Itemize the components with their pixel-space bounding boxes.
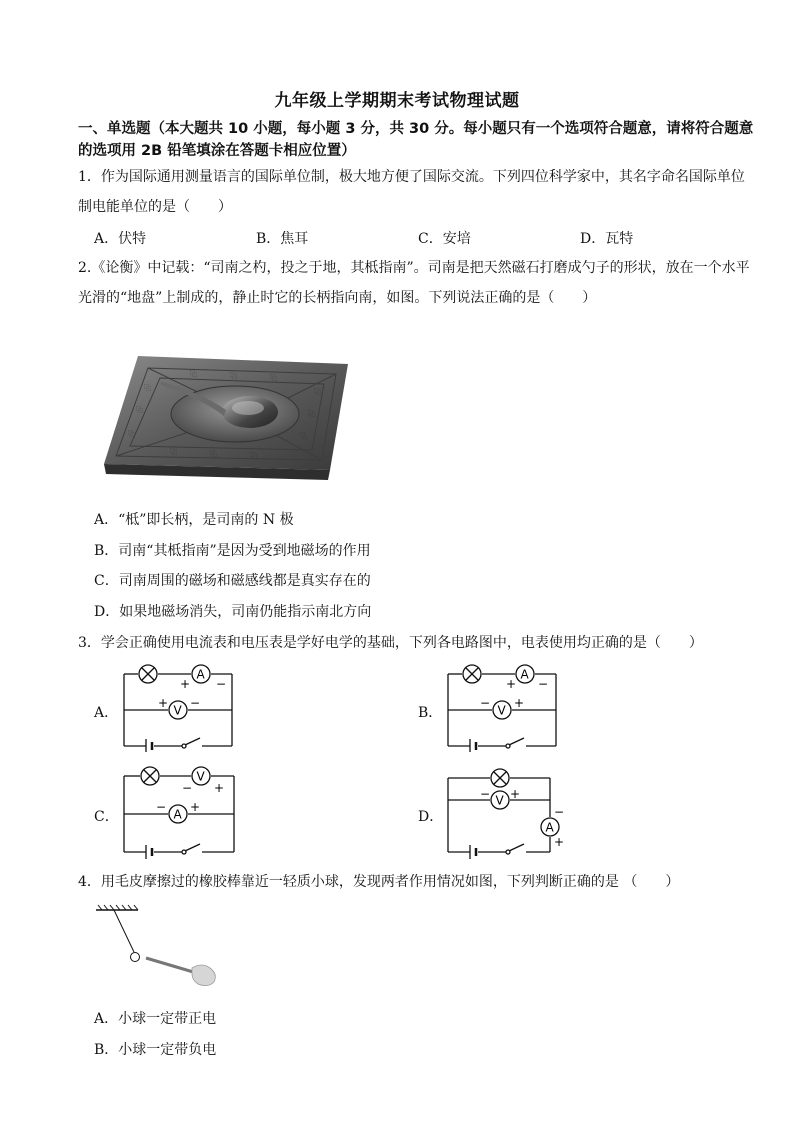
q3-label-b: B． [418,705,443,721]
svg-text:+: + [190,800,201,814]
svg-text:+: + [180,677,191,691]
svg-text:+: + [510,787,521,801]
q4-option-b: B．小球一定带负电 [94,1042,217,1058]
svg-text:−: − [538,677,549,691]
svg-text:−: − [190,696,201,710]
question-3-stem: 3．学会正确使用电流表和电压表是学好电学的基础，下列各电路图中，电表使用均正确的是（ ） [78,635,703,651]
circuit-diagram-d [442,764,566,860]
page-title: 九年级上学期期末考试物理试题 [274,91,520,111]
q1-option-b: B．焦耳 [256,231,309,247]
circuit-diagram-b [442,662,562,752]
svg-text:⿻: ⿻ [144,384,151,392]
svg-text:V: V [497,703,506,718]
svg-text:+: + [506,677,517,691]
pendulum-ball-rod-image [94,904,224,992]
svg-text:⿻: ⿻ [210,450,217,458]
svg-text:⿻: ⿻ [170,448,177,456]
q4-option-a: A．小球一定带正电 [94,1011,217,1027]
svg-text:⿻: ⿻ [136,406,143,414]
svg-text:A: A [520,667,529,682]
svg-text:⿻: ⿻ [314,388,321,396]
svg-text:⿻: ⿻ [250,452,257,460]
svg-text:−: − [480,696,491,710]
question-1-stem: 1．作为国际通用测量语言的国际单位制，极大地方便了国际交流。下列四位科学家中，其名字命名国际单位制电能单位的是（ ） [78,169,745,215]
q1-option-d: D．瓦特 [580,231,634,247]
svg-text:−: − [156,800,167,814]
question-4-stem: 4．用毛皮摩擦过的橡胶棒靠近一轻质小球，发现两者作用情况如图，下列判断正确的是 （ ） [78,874,680,890]
q3-label-d: D． [418,809,444,825]
svg-text:−: − [480,787,491,801]
svg-text:+: + [214,781,225,795]
q3-label-a: A． [94,705,119,721]
svg-text:⿻: ⿻ [270,374,277,382]
section-heading: 一、单选题（本大题共 10 小题，每小题 3 分，共 30 分。每小题只有一个选项符合题意，请将符合题意的选项用 2B 铅笔填涂在答题卡相应位置） [78,121,754,159]
svg-text:+: + [514,696,525,710]
svg-text:⿻: ⿻ [308,410,315,418]
circuit-diagram-a [118,662,238,752]
circuit-diagram-c [118,764,240,860]
svg-text:+: + [554,835,565,849]
q2-option-c: C．司南周围的磁场和磁感线都是真实存在的 [94,573,371,589]
q2-option-b: B．司南“其柢指南”是因为受到地磁场的作用 [94,543,371,559]
voltmeter-symbol: V [173,703,182,718]
q1-option-a: A．伏特 [94,231,147,247]
q3-label-c: C． [94,809,119,825]
svg-text:V: V [495,793,504,808]
q1-option-c: C．安培 [418,231,471,247]
svg-text:−: − [554,805,565,819]
svg-text:−: − [182,781,193,795]
svg-text:⿻: ⿻ [230,372,237,380]
svg-text:+: + [158,696,169,710]
svg-text:−: − [216,677,227,691]
q2-option-d: D．如果地磁场消失，司南仍能指示南北方向 [94,604,372,620]
svg-text:⿻: ⿻ [128,430,135,438]
svg-text:A: A [173,807,182,822]
ammeter-symbol: A [196,667,205,682]
sinan-compass-image [100,352,350,494]
svg-text:⿻: ⿻ [300,432,307,440]
svg-text:A: A [545,820,554,835]
question-2-stem: 2.《论衡》中记载：“司南之杓，投之于地，其柢指南”。司南是把天然磁石打磨成勺子的形状，放在一个水平光滑的“地盘”上制成的，静止时它的长柄指向南，如图。下列说法正确的是（ ） [78,260,750,306]
q2-option-a: A．“柢”即长柄，是司南的 N 极 [94,512,294,528]
svg-text:⿻: ⿻ [190,370,197,378]
svg-text:V: V [196,769,205,784]
